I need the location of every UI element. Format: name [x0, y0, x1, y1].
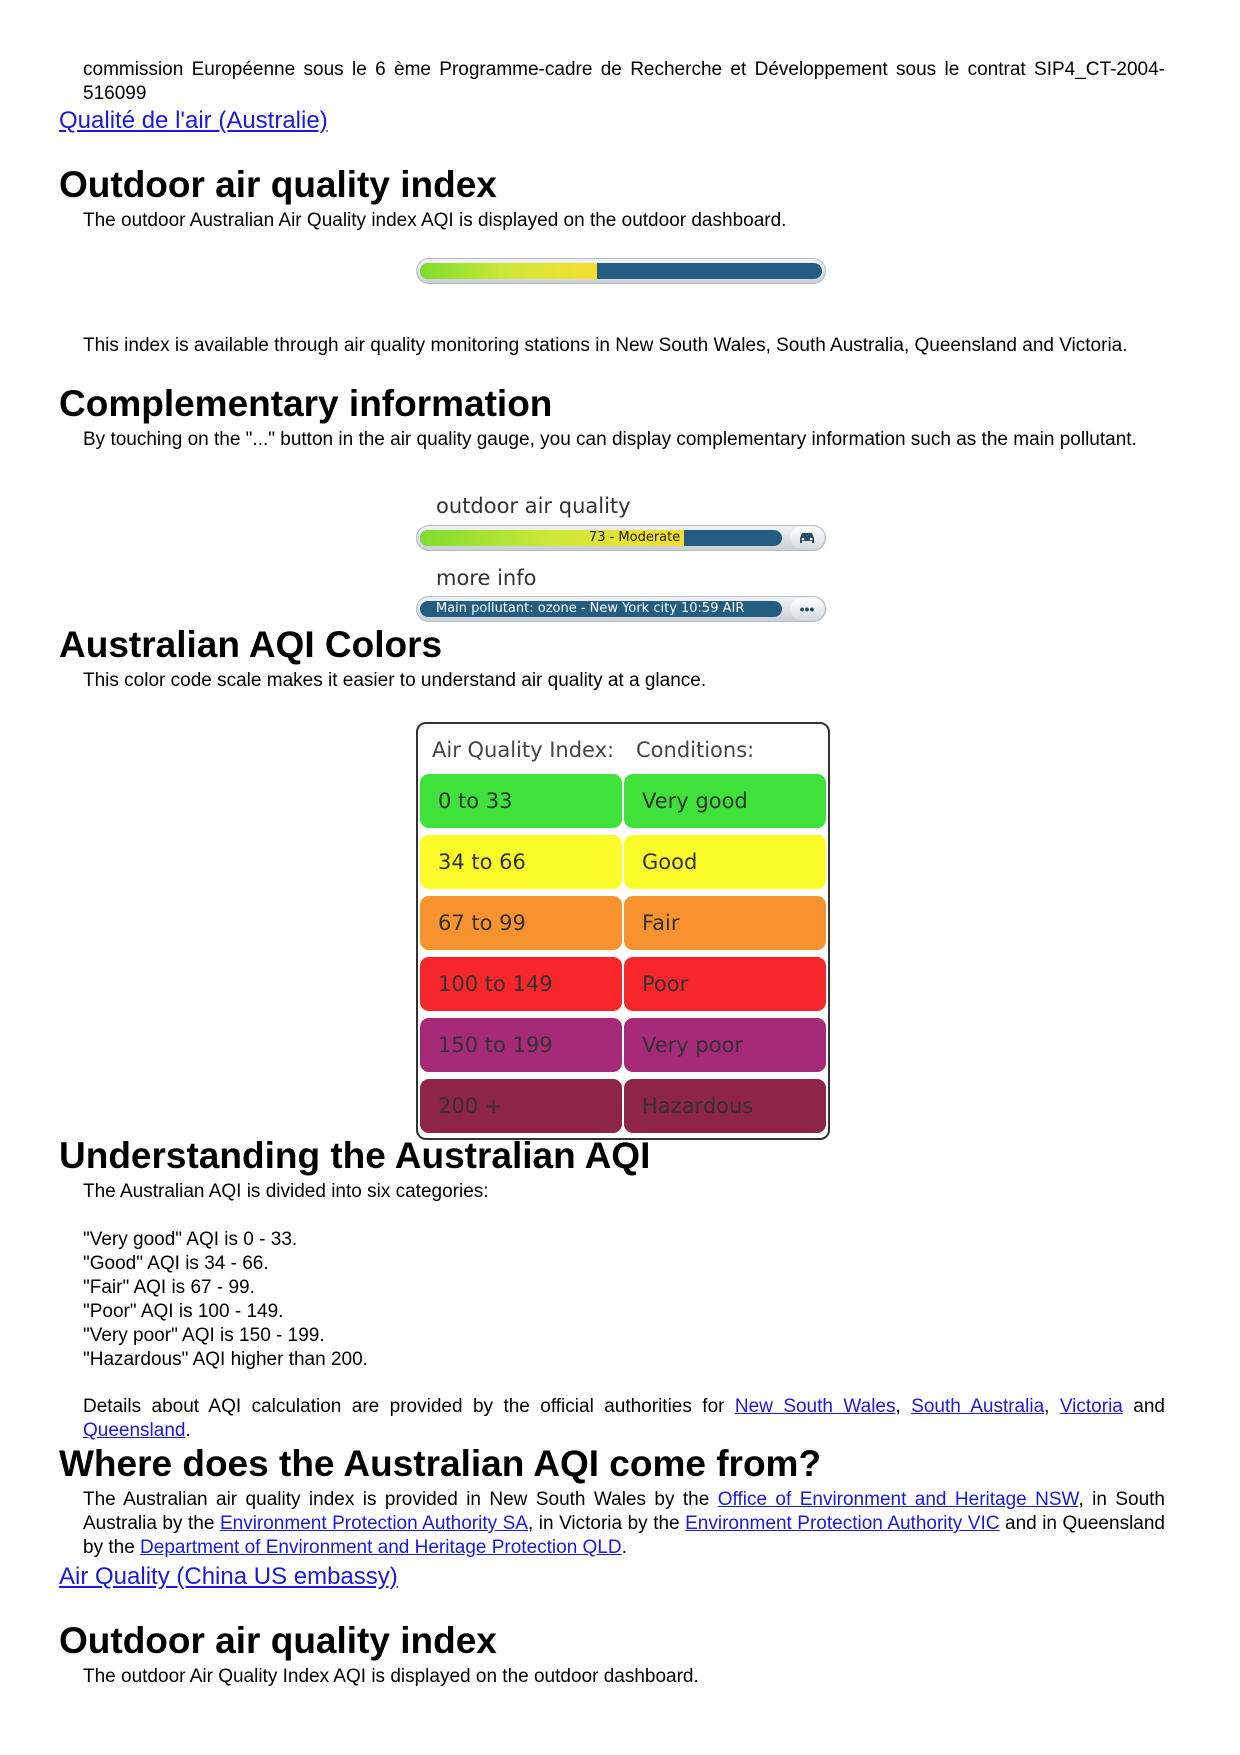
- heading-australian-aqi-colors: Australian AQI Colors: [59, 624, 443, 665]
- heading-understanding-aqi: Understanding the Australian AQI: [59, 1135, 651, 1176]
- link-epa-sa[interactable]: Environment Protection Authority SA: [219, 1513, 528, 1534]
- car-icon[interactable]: [790, 527, 824, 549]
- heading-complementary-information: Complementary information: [59, 383, 553, 424]
- aqi-header-index: Air Quality Index:: [432, 738, 615, 762]
- aqi-category-item: "Fair" AQI is 67 - 99.: [83, 1277, 255, 1298]
- aqi-color-table: [416, 722, 830, 1140]
- link-air-quality-china[interactable]: Air Quality (China US embassy): [59, 1563, 398, 1590]
- link-south-australia[interactable]: South Australia: [911, 1396, 1045, 1417]
- aqi-condition-cell: Good: [624, 835, 826, 889]
- separator: ,: [895, 1396, 912, 1417]
- link-queensland[interactable]: Queensland: [83, 1420, 186, 1441]
- details-text: [83, 1395, 1165, 1443]
- conjunction: and: [1122, 1396, 1165, 1417]
- link-victoria[interactable]: Victoria: [1059, 1396, 1123, 1417]
- aqi-range-cell: 0 to 33: [420, 774, 622, 828]
- more-info-gauge: [416, 596, 826, 622]
- aqi-condition-cell: Hazardous: [624, 1079, 826, 1133]
- availability-text: This index is available through air quality monitoring stations in New South Wales, South Australia, Queensland and Victoria.: [83, 335, 1128, 356]
- period: .: [185, 1420, 191, 1441]
- heading-aqi-source: Where does the Australian AQI come from?: [59, 1443, 822, 1484]
- aqi-category-item: "Very good" AQI is 0 - 33.: [83, 1229, 298, 1250]
- aqi-condition-cell: Poor: [624, 957, 826, 1011]
- aqi-header-conditions: Conditions:: [636, 738, 755, 762]
- aqi-range-cell: 200 +: [420, 1079, 622, 1133]
- link-dehp-qld[interactable]: Department of Environment and Heritage Protection QLD: [140, 1537, 622, 1558]
- separator: ,: [1044, 1396, 1060, 1417]
- aqi-condition-cell: Very good: [624, 774, 826, 828]
- aqi-condition-cell: Very poor: [624, 1018, 826, 1072]
- details-prefix: Details about AQI calculation are provided by the official authorities for: [83, 1396, 735, 1417]
- aqi-condition-cell: Fair: [624, 896, 826, 950]
- aqi-category-item: "Poor" AQI is 100 - 149.: [83, 1301, 284, 1322]
- intro-text: commission Européenne sous le 6 ème Programme-cadre de Recherche et Développement sous le contrat SIP4_CT-2004-516099: [83, 59, 1165, 104]
- gauge-fill: [420, 263, 597, 279]
- outdoor-air-quality-gauge: [416, 525, 826, 551]
- source-text: [83, 1488, 1165, 1560]
- aqi-category-list: [83, 1228, 1165, 1372]
- complementary-text: By touching on the "..." button in the air quality gauge, you can display complementary information such as the main pollutant.: [83, 429, 1137, 450]
- more-info-title: more info: [436, 566, 537, 590]
- heading-outdoor-aqi-china: Outdoor air quality index: [59, 1620, 497, 1661]
- gauge-value-label: 73 - Moderate: [588, 530, 681, 545]
- source-text-3: , in Victoria by the: [527, 1513, 686, 1534]
- link-air-quality-australia[interactable]: Qualité de l'air (Australie): [59, 107, 328, 134]
- link-new-south-wales[interactable]: New South Wales: [734, 1396, 896, 1417]
- link-epa-vic[interactable]: Environment Protection Authority VIC: [685, 1513, 1000, 1534]
- understanding-text: The Australian AQI is divided into six categories:: [83, 1181, 489, 1202]
- aqi-range-cell: 150 to 199: [420, 1018, 622, 1072]
- outdoor-aqi-text: The outdoor Australian Air Quality index AQI is displayed on the outdoor dashboard.: [83, 210, 787, 231]
- source-text-2: , in South Australia by the: [83, 1489, 1165, 1534]
- gauge-fill: [420, 530, 684, 546]
- source-text-4: and in Queensland by the: [83, 1513, 1165, 1558]
- gauge-title: outdoor air quality: [436, 494, 631, 518]
- aqi-range-cell: 67 to 99: [420, 896, 622, 950]
- source-text-1: The Australian air quality index is provided in New South Wales by the: [83, 1489, 718, 1510]
- aqi-category-item: "Good" AQI is 34 - 66.: [83, 1253, 269, 1274]
- outdoor-aqi-china-text: The outdoor Air Quality Index AQI is displayed on the outdoor dashboard.: [83, 1666, 699, 1687]
- aqi-range-cell: 34 to 66: [420, 835, 622, 889]
- more-options-button[interactable]: •••: [790, 598, 824, 620]
- aqi-category-item: "Very poor" AQI is 150 - 199.: [83, 1325, 325, 1346]
- colors-text: This color code scale makes it easier to understand air quality at a glance.: [83, 670, 707, 691]
- link-oeh-nsw[interactable]: Office of Environment and Heritage NSW: [717, 1489, 1079, 1510]
- outdoor-aqi-gauge: [416, 258, 826, 284]
- main-pollutant-text: Main pollutant: ozone - New York city 10:59 AIR: [436, 601, 745, 616]
- source-text-5: .: [621, 1537, 627, 1558]
- heading-outdoor-aqi: Outdoor air quality index: [59, 164, 497, 205]
- aqi-category-item: "Hazardous" AQI higher than 200.: [83, 1349, 368, 1370]
- aqi-range-cell: 100 to 149: [420, 957, 622, 1011]
